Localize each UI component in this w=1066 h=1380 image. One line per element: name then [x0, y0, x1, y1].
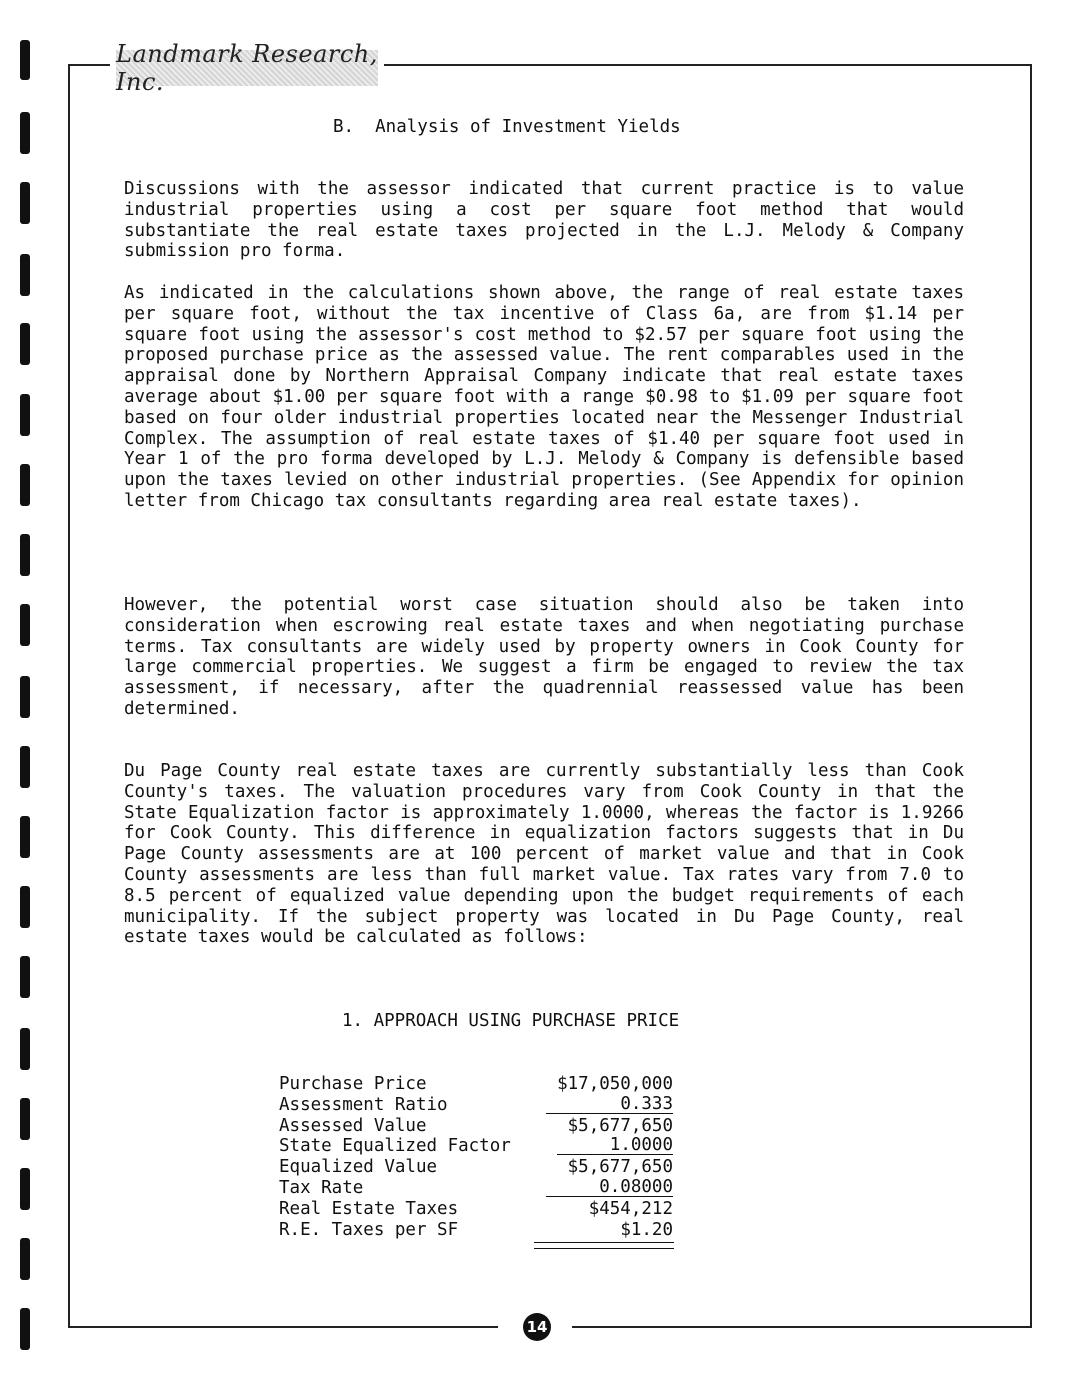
calc-value: $5,677,650 — [567, 1115, 673, 1136]
binding-hole — [20, 254, 30, 296]
calc-label: Tax Rate — [279, 1177, 364, 1198]
paragraph-3: However, the potential worst case situation should also be taken into consideration when escrowing real estate taxes and when negotiating purchase terms. Tax consultants are widely used by property owners in Cook County for large commercial properties. We suggest a firm be engaged to review the tax assessment, if necessary, after the quadrennial reassessed value has been determined. — [124, 595, 964, 719]
calc-label: R.E. Taxes per SF — [279, 1219, 459, 1240]
page-number: 14 — [523, 1313, 551, 1341]
binding-hole — [20, 1238, 30, 1280]
calc-value: 0.333 — [546, 1095, 673, 1114]
calculation-table — [279, 1074, 679, 1240]
paragraph-4: Du Page County real estate taxes are currently substantially less than Cook County's taxes. The valuation procedures vary from Cook County in that the State Equalization factor is approximately 1.0000, whereas the factor is 1.9266 for Cook County. This difference in equalization factors suggests that in Du Page County assessments are at 100 percent of market value and that in Cook County assessments are less than full market value. Tax rates vary from 7.0 to 8.5 percent of equalized value depending upon the budget requirements of each municipality. If the subject property was located in Du Page County, real estate taxes would be calculated as follows: — [124, 761, 964, 948]
binding-hole — [20, 604, 30, 646]
calc-value: $5,677,650 — [567, 1157, 673, 1178]
binding-hole — [20, 956, 30, 998]
calc-row-assessment-ratio — [279, 1095, 679, 1116]
binding-hole — [20, 1098, 30, 1140]
calc-label: Assessed Value — [279, 1115, 427, 1136]
calc-row-real-estate-taxes — [279, 1199, 679, 1220]
binding-hole — [20, 323, 30, 365]
paragraph-2: As indicated in the calculations shown above, the range of real estate taxes per square foot, without the tax incentive of Class 6a, are from $1.14 per square foot using the assessor's cost method to $2.57 per square foot using the proposed purchase price as the assessed value. The rent comparables used in the appraisal done by Northern Appraisal Company indicate that real estate taxes average about $1.00 per square foot with a range $0.98 to $1.09 per square foot based on four older industrial properties located near the Messenger Industrial Complex. The assumption of real estate taxes of $1.40 per square foot used in Year 1 of the pro forma developed by L.J. Melody & Company is defensible based upon the taxes levied on other industrial properties. (See Appendix for opinion letter from Chicago tax consultants regarding area real estate taxes). — [124, 283, 964, 511]
calc-value: $454,212 — [588, 1198, 673, 1219]
binding-hole — [20, 40, 30, 80]
binding-hole — [20, 182, 30, 224]
binding-hole — [20, 816, 30, 858]
binding-hole — [20, 464, 30, 506]
binding-hole — [20, 112, 30, 154]
binding-hole — [20, 676, 30, 718]
company-logo: Landmark Research, Inc. — [116, 40, 378, 96]
calc-row-taxes-per-sf — [279, 1220, 679, 1241]
calc-value: 0.08000 — [546, 1178, 673, 1197]
paragraph-1: Discussions with the assessor indicated that current practice is to value industrial properties using a cost per square foot method that would substantiate the real estate taxes projected in the L.J. Melody & Company submission pro forma. — [124, 179, 964, 262]
calc-row-purchase-price — [279, 1074, 679, 1095]
binding-hole — [20, 534, 30, 576]
calc-label: State Equalized Factor — [279, 1136, 511, 1157]
calc-value: $1.20 — [620, 1219, 673, 1240]
approach-heading: 1. APPROACH USING PURCHASE PRICE — [342, 1011, 680, 1031]
binding-hole — [20, 746, 30, 788]
calc-row-assessed-value — [279, 1116, 679, 1137]
binding-hole — [20, 394, 30, 436]
binding-hole — [20, 1168, 30, 1210]
calc-label: Assessment Ratio — [279, 1094, 448, 1115]
total-double-rule — [534, 1242, 674, 1249]
binding-hole — [20, 1028, 30, 1070]
calc-value: 1.0000 — [557, 1136, 673, 1155]
calc-row-equalized-value — [279, 1157, 679, 1178]
calc-label: Real Estate Taxes — [279, 1198, 459, 1219]
calc-value: $17,050,000 — [557, 1074, 673, 1094]
calc-row-tax-rate — [279, 1178, 679, 1199]
binding-hole — [20, 1308, 30, 1350]
calc-label: Equalized Value — [279, 1157, 438, 1178]
binding-holes — [0, 0, 44, 1380]
calc-label: Purchase Price — [279, 1074, 427, 1094]
section-title: B. Analysis of Investment Yields — [333, 117, 681, 137]
calc-row-equalized-factor — [279, 1136, 679, 1157]
binding-hole — [20, 886, 30, 928]
